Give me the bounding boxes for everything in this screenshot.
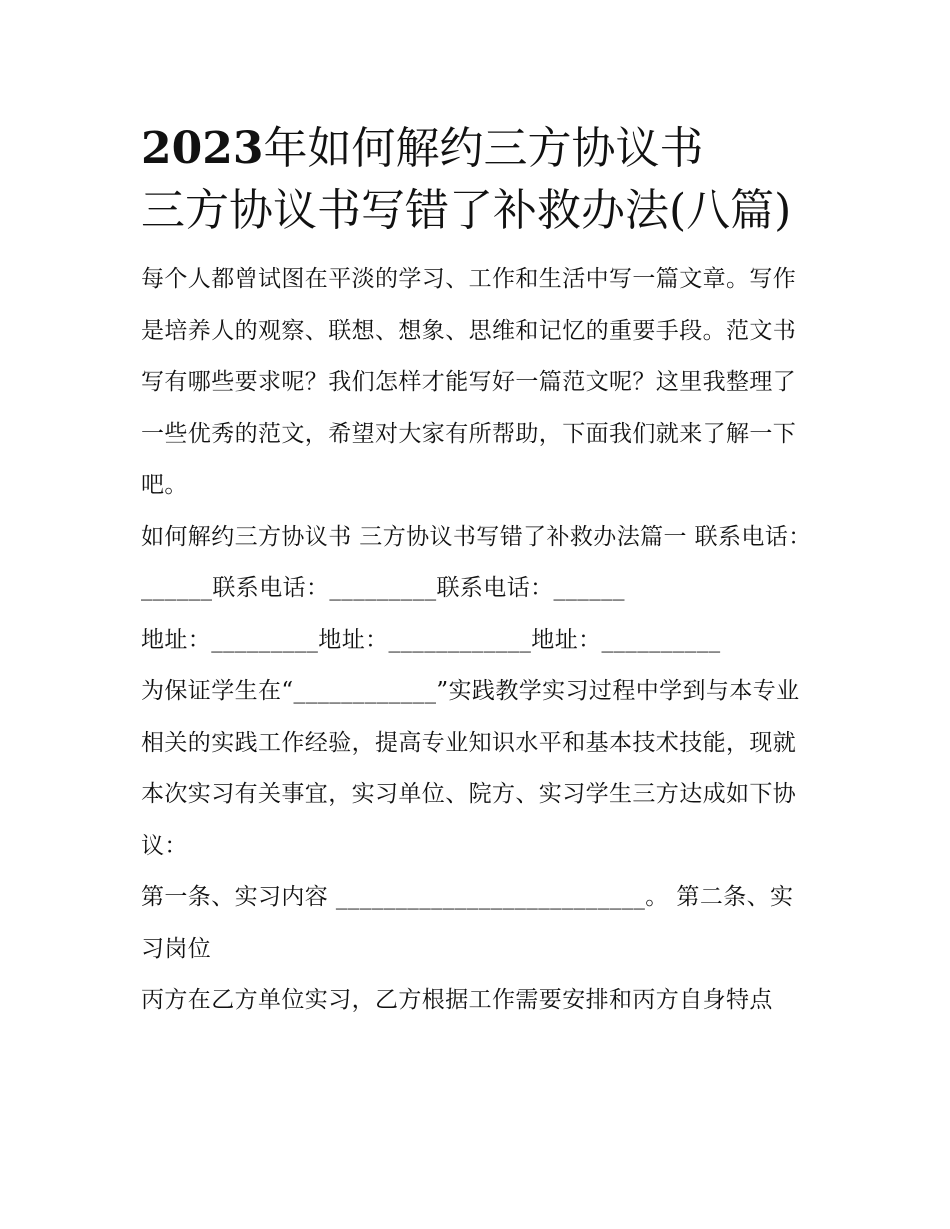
- title-line-1-text: 年如何解约三方协议书: [263, 123, 704, 174]
- article-one-paragraph: 第一条、实习内容 __________________________。 第二条、实习岗位: [141, 884, 794, 962]
- document-title: [141, 118, 813, 242]
- agreement-purpose-paragraph: 为保证学生在“____________”实践教学实习过程中学到与本专业相关的实践工作经验，提高专业知识水平和基本技术技能，现就本次实习有关事宜，实习单位、院方、实习学生三方达成如下协议：: [141, 678, 800, 859]
- intro-paragraph: 每个人都曾试图在平淡的学习、工作和生活中写一篇文章。写作是培养人的观察、联想、想象、思维和记忆的重要手段。范文书写有哪些要求呢？我们怎样才能写好一篇范文呢？这里我整理了一些优秀的范文，希望对大家有所帮助，下面我们就来了解一下吧。: [141, 266, 797, 498]
- article-two-paragraph: 丙方在乙方单位实习，乙方根据工作需要安排和丙方自身特点: [141, 987, 773, 1013]
- title-line-1: [141, 118, 813, 180]
- title-year: 2023: [141, 123, 264, 174]
- title-line-2: 三方协议书写错了补救办法(八篇): [141, 185, 792, 236]
- document-page: [141, 118, 813, 1027]
- contact-phone-line: 如何解约三方协议书 三方协议书写错了补救办法篇一 联系电话：______联系电话：_________联系电话：______: [141, 523, 812, 601]
- address-line: 地址：_________地址：____________地址：__________: [141, 626, 721, 653]
